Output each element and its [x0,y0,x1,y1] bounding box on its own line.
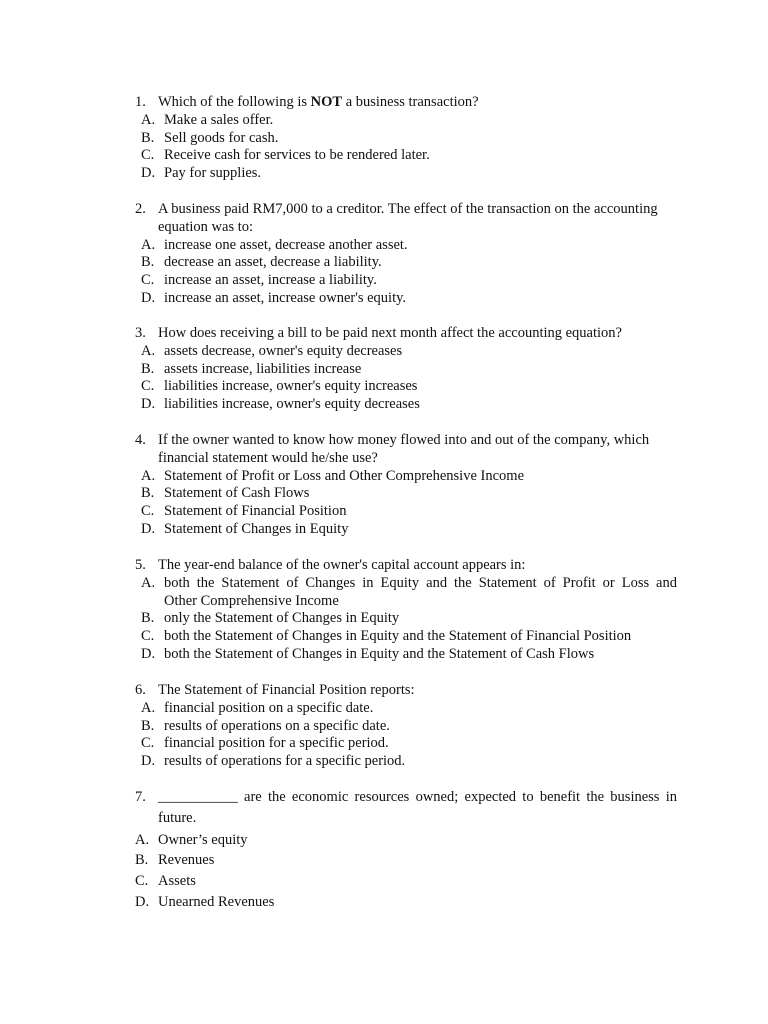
option-a: A. both the Statement of Changes in Equity and the Statement of Profit or Loss and [141,574,677,591]
option-b: B. Revenues [135,852,215,869]
question-text-line2: future. [158,809,197,826]
question-number: 3. [135,325,146,341]
question-stem [135,557,677,575]
question-text-line1: If the owner wanted to know how money flowed into and out of the company, which [158,432,650,448]
option-c: C. liabilities increase, owner's equity increases [141,378,418,395]
question-text-line1: A business paid RM7,000 to a creditor. The effect of the transaction on the accounting [158,201,658,217]
option-c: C. increase an asset, increase a liability. [141,272,377,289]
question-4 [135,432,677,539]
question-6 [135,682,677,771]
question-number: 7. [135,789,146,805]
option-d: D. Unearned Revenues [135,893,275,910]
question-2 [135,201,677,308]
question-text-line2: equation was to: [158,218,254,235]
question-7 [135,789,677,913]
question-stem [135,682,677,700]
option-a: A. Owner’s equity [135,831,248,848]
emphasis-not: NOT [310,94,343,110]
option-d: D. Pay for supplies. [141,165,262,182]
question-stem [135,432,677,450]
option-d: D. liabilities increase, owner's equity decreases [141,396,420,413]
question-number: 4. [135,432,146,448]
option-b: B. only the Statement of Changes in Equity [141,610,400,627]
question-number: 6. [135,682,146,698]
option-c: C. Assets [135,873,196,890]
option-c: C. Receive cash for services to be rendered later. [141,147,430,164]
option-a: A. increase one asset, decrease another asset. [141,236,408,253]
question-1 [135,94,677,183]
question-text: How does receiving a bill to be paid next month affect the accounting equation? [158,325,622,341]
question-number: 5. [135,557,146,573]
option-d: D. increase an asset, increase owner's equity. [141,289,407,306]
question-text-line1: ___________ are the economic resources owned; expected to benefit the business in [158,789,677,805]
question-stem [135,201,677,219]
question-text: The year-end balance of the owner's capital account appears in: [158,557,526,573]
option-b: B. results of operations on a specific date. [141,717,390,734]
question-stem [135,94,677,112]
option-d: D. both the Statement of Changes in Equity and the Statement of Cash Flows [141,645,595,662]
option-a: A. financial position on a specific date. [141,699,374,716]
option-b: B. decrease an asset, decrease a liability. [141,254,382,271]
question-number: 1. [135,94,146,110]
option-b: B. assets increase, liabilities increase [141,360,362,377]
option-a: A. Make a sales offer. [141,111,274,128]
option-c: C. Statement of Financial Position [141,503,347,520]
question-5 [135,557,677,664]
option-a: A. Statement of Profit or Loss and Other Comprehensive Income [141,467,525,484]
question-text: The Statement of Financial Position reports: [158,682,415,698]
question-stem [135,789,677,807]
question-3 [135,325,677,414]
option-c: C. financial position for a specific period. [141,735,389,752]
option-b: B. Sell goods for cash. [141,129,279,146]
option-b: B. Statement of Cash Flows [141,485,310,502]
question-stem [135,325,677,343]
question-text: Which of the following is NOT a business transaction? [158,94,479,110]
option-d: D. results of operations for a specific period. [141,753,406,770]
option-c: C. both the Statement of Changes in Equity and the Statement of Financial Position [141,628,632,645]
option-a: A. assets decrease, owner's equity decreases [141,342,403,359]
question-text-line2: financial statement would he/she use? [158,449,378,466]
question-number: 2. [135,201,146,217]
option-a-line2: Other Comprehensive Income [164,592,339,609]
option-d: D. Statement of Changes in Equity [141,520,349,537]
